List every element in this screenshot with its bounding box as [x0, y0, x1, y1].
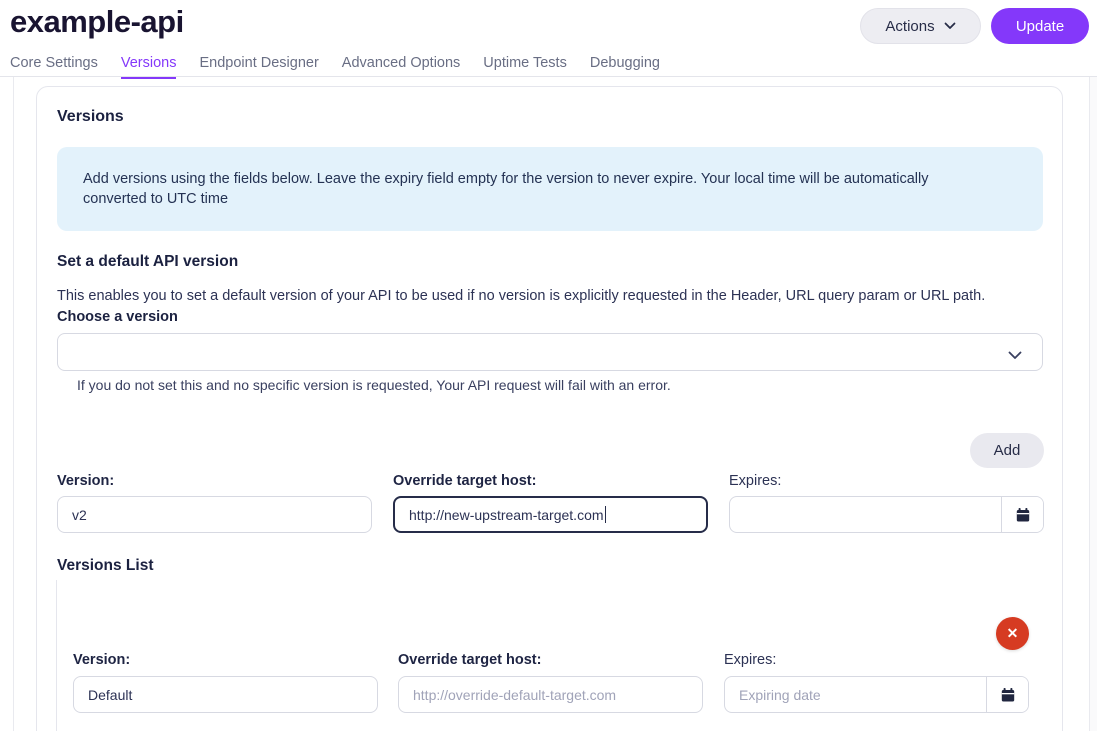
add-version-button[interactable]: Add: [970, 433, 1044, 468]
tab-versions[interactable]: Versions: [121, 55, 177, 79]
calendar-icon: [1015, 507, 1031, 523]
default-version-heading: Set a default API version: [57, 253, 239, 270]
expires-field-group: [729, 496, 1044, 533]
override-target-host-input[interactable]: [393, 496, 708, 533]
actions-button-label: Actions: [885, 17, 935, 35]
info-banner: [57, 147, 1043, 231]
text-cursor: [605, 506, 607, 523]
choose-version-label: Choose a version: [57, 309, 178, 325]
default-version-helper-text: If you do not set this and no specific version is requested, Your API request will fail with an error.: [77, 377, 671, 393]
chevron-down-icon: [1008, 347, 1022, 365]
default-version-select[interactable]: [57, 333, 1043, 371]
version-label: Version:: [73, 652, 131, 668]
override-target-host-label: Override target host:: [398, 652, 542, 668]
card-title: Versions: [57, 108, 124, 125]
calendar-button[interactable]: [986, 677, 1028, 712]
versions-list-heading: Versions List: [57, 557, 154, 574]
tab-endpoint-designer[interactable]: Endpoint Designer: [199, 55, 319, 71]
expires-label: Expires:: [729, 473, 782, 489]
tab-core-settings[interactable]: Core Settings: [10, 55, 98, 71]
chevron-down-icon: [944, 22, 956, 30]
override-target-host-label: Override target host:: [393, 473, 537, 489]
list-override-target-host-input[interactable]: [398, 676, 703, 713]
info-banner-text: Add versions using the fields below. Leave the expiry field empty for the version to never expire. Your local time will be automatically converted to UTC time: [83, 171, 929, 207]
tab-uptime-tests[interactable]: Uptime Tests: [483, 55, 567, 71]
default-version-description: This enables you to set a default version of your API to be used if no version is explicitly requested in the Header, URL query param or URL path.: [57, 288, 986, 304]
tab-debugging[interactable]: Debugging: [589, 55, 660, 71]
calendar-button[interactable]: [1001, 497, 1043, 532]
calendar-icon: [1000, 687, 1016, 703]
expires-input[interactable]: [730, 497, 1001, 532]
version-label: Version:: [57, 473, 115, 489]
list-expires-input[interactable]: [725, 677, 986, 712]
tab-advanced-options[interactable]: Advanced Options: [341, 55, 461, 71]
list-version-input[interactable]: [73, 676, 378, 713]
update-button[interactable]: Update: [991, 8, 1089, 44]
override-target-host-value: http://new-upstream-target.com: [409, 506, 604, 523]
scrollbar-track[interactable]: [1090, 77, 1097, 731]
expires-label: Expires:: [724, 652, 777, 668]
versions-list-indent-line: [56, 580, 57, 731]
list-expires-field-group: [724, 676, 1029, 713]
actions-button[interactable]: [860, 8, 981, 44]
version-input[interactable]: [57, 496, 372, 533]
page-title: example-api: [10, 4, 184, 39]
versions-card: [36, 86, 1063, 731]
delete-version-button[interactable]: ✕: [996, 617, 1029, 650]
